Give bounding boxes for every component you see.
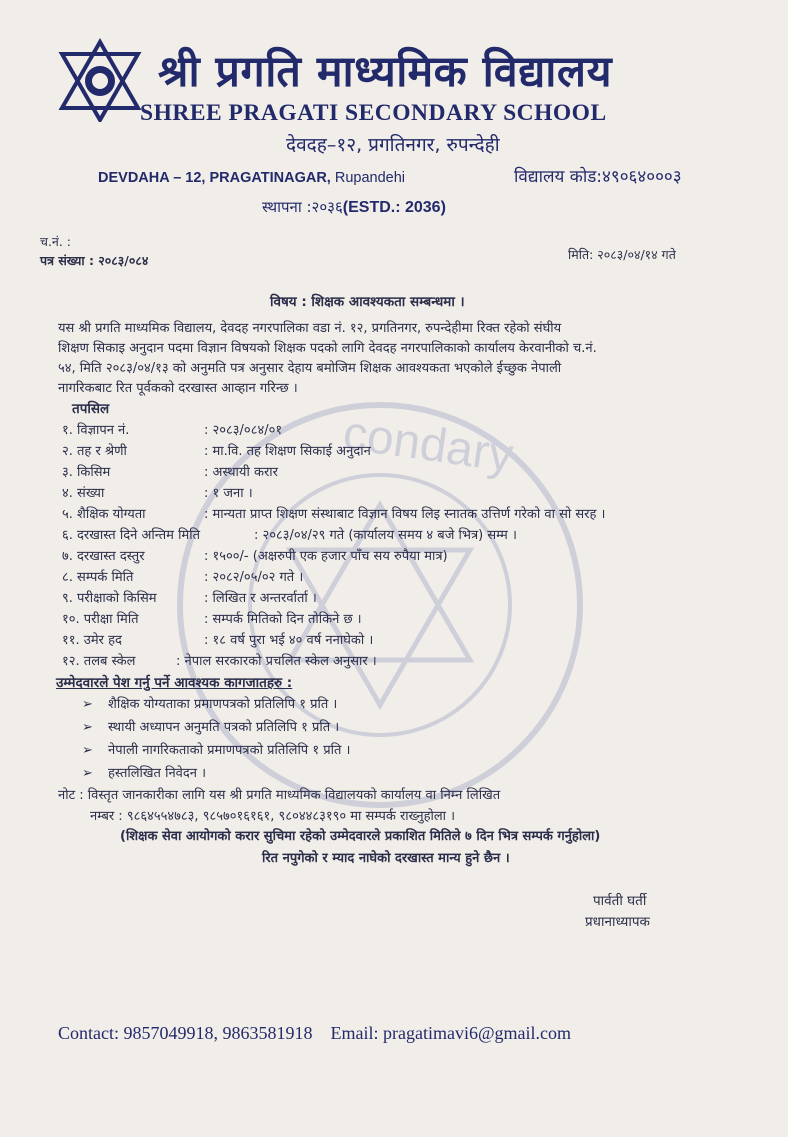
detail-label: १०. परीक्षा मिति bbox=[62, 612, 139, 627]
document-item bbox=[82, 740, 350, 758]
school-code: विद्यालय कोड:४९०६४०००३ bbox=[514, 167, 682, 187]
paragraph-line: नागरिकबाट रित पूर्वकको दरखास्त आव्हान गरिन्छ । bbox=[58, 381, 298, 396]
contact-email: Email: pragatimavi6@gmail.com bbox=[330, 1023, 572, 1043]
note-line: नोट : विस्तृत जानकारीका लागि यस श्री प्रगति माध्यमिक विद्यालयको कार्यालय वा निम्न लिखित bbox=[58, 788, 501, 803]
school-address-nepali: देवदह–१२, प्रगतिनगर, रुपन्देही bbox=[286, 134, 500, 156]
arrow-bullet-icon: ➢ bbox=[82, 743, 93, 758]
detail-value: : १८ वर्ष पुरा भई ४० वर्ष ननाघेको । bbox=[204, 633, 374, 648]
detail-value: : २०८३/०८४/०१ bbox=[204, 423, 283, 438]
note-line: (शिक्षक सेवा आयोगको करार सुचिमा रहेको उम्मेदवारले प्रकाशित मितिले ७ दिन भित्र सम्पर्क गर्नुहोला) bbox=[120, 829, 601, 844]
signatory-title: प्रधानाध्यापक bbox=[585, 914, 650, 930]
detail-label: ६. दरखास्त दिने अन्तिम मिति bbox=[62, 528, 200, 543]
school-logo-icon bbox=[58, 38, 142, 122]
footer-contact bbox=[58, 1023, 589, 1044]
document-text: हस्तलिखित निवेदन । bbox=[108, 766, 207, 781]
detail-value: : मान्यता प्राप्त शिक्षण संस्थाबाट विज्ञान विषय लिइ स्नातक उत्तिर्ण गरेको वा सो सरह । bbox=[204, 507, 606, 522]
address-district: Rupandehi bbox=[334, 170, 406, 186]
document-text: स्थायी अध्यापन अनुमति पत्रको प्रतिलिपि १ प्रति । bbox=[108, 720, 340, 735]
school-name-english: SHREE PRAGATI SECONDARY SCHOOL bbox=[140, 100, 607, 126]
school-address-english bbox=[98, 170, 405, 186]
detail-label: १. विज्ञापन नं. bbox=[62, 423, 130, 438]
detail-label: २. तह र श्रेणी bbox=[62, 444, 127, 459]
detail-label: ८. सम्पर्क मिति bbox=[62, 570, 134, 585]
arrow-bullet-icon: ➢ bbox=[82, 766, 93, 781]
signatory-name: पार्वती घर्ती bbox=[593, 893, 647, 909]
note-line: नम्बर : ९८६४५५४७८३, ९८५७०१६१६१, ९८०४४८३१९० मा सम्पर्क राख्नुहोला । bbox=[90, 809, 456, 824]
svg-text:condary: condary bbox=[339, 406, 517, 483]
detail-value: : अस्थायी करार bbox=[204, 465, 278, 480]
note-line: रित नपुगेको र म्याद नाघेको दरखास्त मान्य हुने छैन । bbox=[262, 851, 510, 866]
detail-label: ११. उमेर हद bbox=[62, 633, 122, 648]
detail-label: ३. किसिम bbox=[62, 465, 111, 480]
arrow-bullet-icon: ➢ bbox=[82, 720, 93, 735]
detail-value: : २०८२/०५/०२ गते । bbox=[204, 570, 304, 585]
established-year bbox=[262, 197, 446, 217]
dispatch-number: च.नं. : bbox=[40, 234, 72, 249]
detail-value: : २०८३/०४/२९ गते (कार्यालय समय ४ बजे भित्र) सम्म । bbox=[254, 528, 517, 543]
document-item bbox=[82, 717, 339, 735]
document-text: नेपाली नागरिकताको प्रमाणपत्रको प्रतिलिपि १ प्रति । bbox=[108, 743, 351, 758]
document-text: शैक्षिक योग्यताका प्रमाणपत्रको प्रतिलिपि १ प्रति । bbox=[108, 697, 338, 712]
details-heading: तपसिल bbox=[72, 401, 110, 417]
detail-label: ४. संख्या bbox=[62, 486, 105, 501]
paragraph-line: यस श्री प्रगति माध्यमिक विद्यालय, देवदह नगरपालिका वडा नं. १२, प्रगतिनगर, रुपन्देहीमा रिक्त रहेको संघीय bbox=[58, 321, 562, 336]
subject-line: विषय : शिक्षक आवश्यकता सम्बन्धमा । bbox=[270, 294, 465, 310]
estd-nepali: स्थापना :२०३६ bbox=[262, 198, 343, 216]
letter-date: मिति: २०८३/०४/१४ गते bbox=[568, 247, 676, 262]
detail-value: : लिखित र अन्तरर्वार्ता । bbox=[204, 591, 317, 606]
detail-label: ९. परीक्षाको किसिम bbox=[62, 591, 157, 606]
detail-label: ५. शैक्षिक योग्यता bbox=[62, 507, 146, 522]
detail-value: : नेपाल सरकारको प्रचलित स्केल अनुसार । bbox=[176, 654, 377, 669]
detail-value: : मा.वि. तह शिक्षण सिकाई अनुदान bbox=[204, 444, 371, 459]
detail-value: : १५००/- (अक्षरुपी एक हजार पाँच सय रुपैया मात्र) bbox=[204, 549, 448, 564]
detail-label: १२. तलब स्केल bbox=[62, 654, 136, 669]
paragraph-line: ५४, मिति २०८३/०४/१३ को अनुमति पत्र अनुसार देहाय बमोजिम शिक्षक आवश्यकता भएकोले ईच्छुक नेपाली bbox=[58, 361, 562, 376]
detail-value: : १ जना । bbox=[204, 486, 253, 501]
document-item bbox=[82, 763, 206, 781]
detail-label: ७. दरखास्त दस्तुर bbox=[62, 549, 145, 564]
documents-heading: उम्मेदवारले पेश गर्नु पर्ने आवश्यक कागजातहरु : bbox=[56, 675, 293, 691]
letter-number: पत्र संख्या : २०८३/०८४ bbox=[40, 253, 149, 268]
contact-phone: Contact: 9857049918, 9863581918 bbox=[58, 1023, 313, 1043]
school-name-nepali: श्री प्रगति माध्यमिक विद्यालय bbox=[158, 47, 613, 97]
paragraph-line: शिक्षण सिकाइ अनुदान पदमा विज्ञान विषयको शिक्षक पदको लागि देवदह नगरपालिकाको कार्यालय केरवानीको च.नं. bbox=[58, 341, 597, 356]
detail-value: : सम्पर्क मितिको दिन तोकिने छ । bbox=[204, 612, 362, 627]
document-item bbox=[82, 694, 337, 712]
estd-english: (ESTD.: 2036) bbox=[342, 199, 446, 216]
arrow-bullet-icon: ➢ bbox=[82, 697, 93, 712]
address-caps: DEVDAHA – 12, PRAGATINAGAR, bbox=[98, 170, 331, 186]
